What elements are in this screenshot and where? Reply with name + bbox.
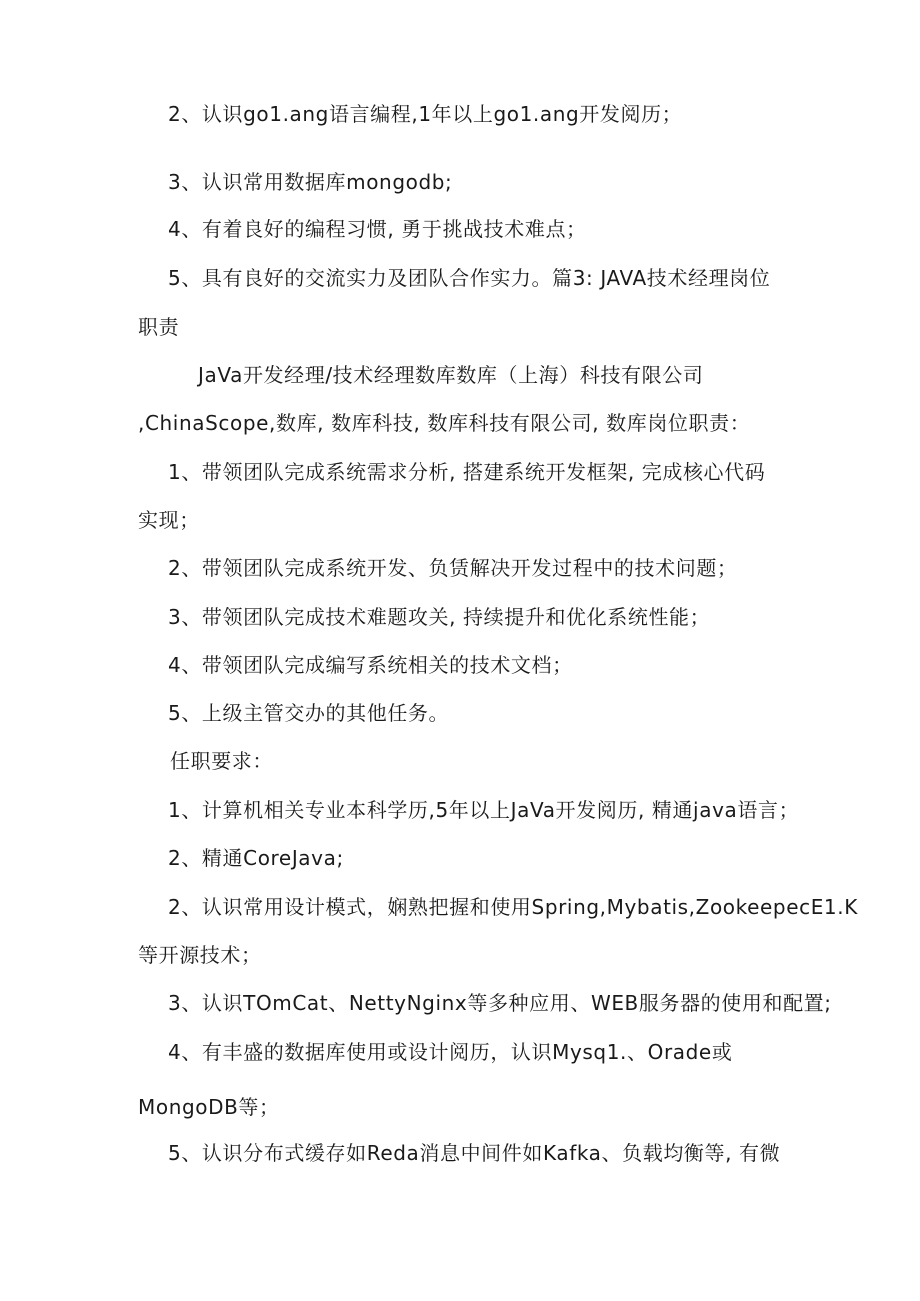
text-line: 2、精通CoreJava; [168,846,344,870]
text-line: 3、带领团队完成技术难题攻关, 持续提升和优化系统性能； [168,605,711,629]
text-line: 职责 [138,315,180,339]
text-line: 3、认识常用数据库mongodb; [168,170,453,194]
text-line: MongoDB等； [138,1095,280,1119]
text-line: 1、计算机相关专业本科学历,5年以上JaVa开发阅历, 精通java语言； [168,798,800,822]
text-line: 1、带领团队完成系统需求分析, 搭建系统开发框架, 完成核心代码 [168,460,766,484]
text-line: JaVa开发经理/技术经理数库数库（上海）科技有限公司 [198,363,704,387]
text-line: ,ChinaScope,数库, 数库科技, 数库科技有限公司, 数库岗位职责： [138,411,751,435]
text-line: 2、带领团队完成系统开发、负赁解决开发过程中的技术问题； [168,556,738,580]
text-line: 2、认识常用设计模式，娴熟把握和使用Spring,Mybatis,ZookeepecE1.K [168,895,858,919]
text-line: 3、认识TOmCat、NettyNginx等多种应用、WEB服务器的使用和配置; [168,991,832,1015]
text-line: 2、认识go1.ang语言编程,1年以上go1.ang开发阅历； [168,102,683,126]
text-line: 5、上级主管交办的其他任务。 [168,701,450,725]
text-line: 4、有着良好的编程习惯, 勇于挑战技术难点； [168,217,587,241]
text-line: 5、具有良好的交流实力及团队合作实力。篇3: JAVA技术经理岗位 [168,266,771,290]
section-heading: 任职要求： [170,749,273,773]
text-line: 等开源技术； [138,943,262,967]
text-line: 实现； [138,508,200,532]
text-line: 5、认识分布式缓存如Reda消息中间件如Kafka、负载均衡等, 有微 [168,1141,781,1165]
text-line: 4、带领团队完成编写系统相关的技术文档； [168,653,573,677]
text-line: 4、有丰盛的数据库使用或设计阅历，认识Mysq1.、Orade或 [168,1040,733,1064]
